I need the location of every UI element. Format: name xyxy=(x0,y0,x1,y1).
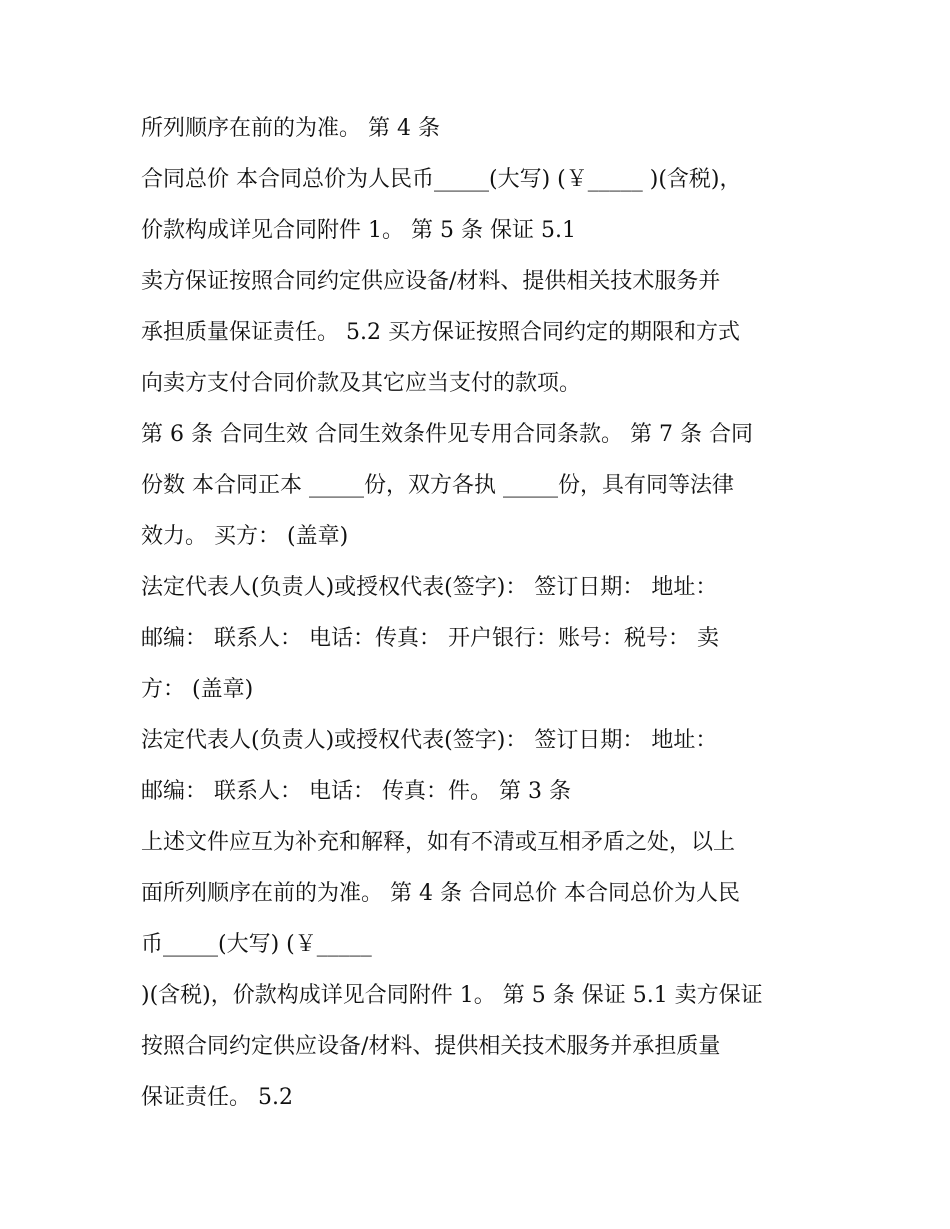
text-line: 保证责任。 5.2 xyxy=(141,1085,293,1110)
text-line: 币_____(大写) (￥_____ xyxy=(141,932,372,957)
text-line: 价款构成详见合同附件 1。 第 5 条 保证 5.1 xyxy=(141,218,576,243)
text-line: 方： (盖章) xyxy=(141,677,254,702)
text-line: 法定代表人(负责人)或授权代表(签字)： 签订日期： 地址： xyxy=(141,575,718,600)
text-line: 按照合同约定供应设备/材料、提供相关技术服务并承担质量 xyxy=(141,1034,721,1059)
text-line: 邮编： 联系人： 电话：传真： 开户银行：账号：税号： 卖 xyxy=(141,626,719,651)
text-line: 邮编： 联系人： 电话： 传真：件。 第 3 条 xyxy=(141,779,571,804)
text-line: 承担质量保证责任。 5.2 买方保证按照合同约定的期限和方式 xyxy=(141,320,740,345)
document-body xyxy=(141,106,821,1126)
text-line: 份数 本合同正本 _____份，双方各执 _____份，具有同等法律 xyxy=(141,473,734,498)
text-line: 所列顺序在前的为准。 第 4 条 xyxy=(141,116,440,141)
text-line: 上述文件应互为补充和解释，如有不清或互相矛盾之处，以上 xyxy=(141,830,736,855)
text-line: 向卖方支付合同价款及其它应当支付的款项。 xyxy=(141,371,582,396)
text-line: 法定代表人(负责人)或授权代表(签字)： 签订日期： 地址： xyxy=(141,728,718,753)
text-line: 第 6 条 合同生效 合同生效条件见专用合同条款。 第 7 条 合同 xyxy=(141,422,753,447)
text-line: 面所列顺序在前的为准。 第 4 条 合同总价 本合同总价为人民 xyxy=(141,881,740,906)
text-line: )(含税)，价款构成详见合同附件 1。 第 5 条 保证 5.1 卖方保证 xyxy=(141,983,763,1008)
text-line: 合同总价 本合同总价为人民币_____(大写) (￥_____ )(含税)， xyxy=(141,167,742,192)
text-line: 卖方保证按照合同约定供应设备/材料、提供相关技术服务并 xyxy=(141,269,721,294)
text-line: 效力。 买方： (盖章) xyxy=(141,524,349,549)
